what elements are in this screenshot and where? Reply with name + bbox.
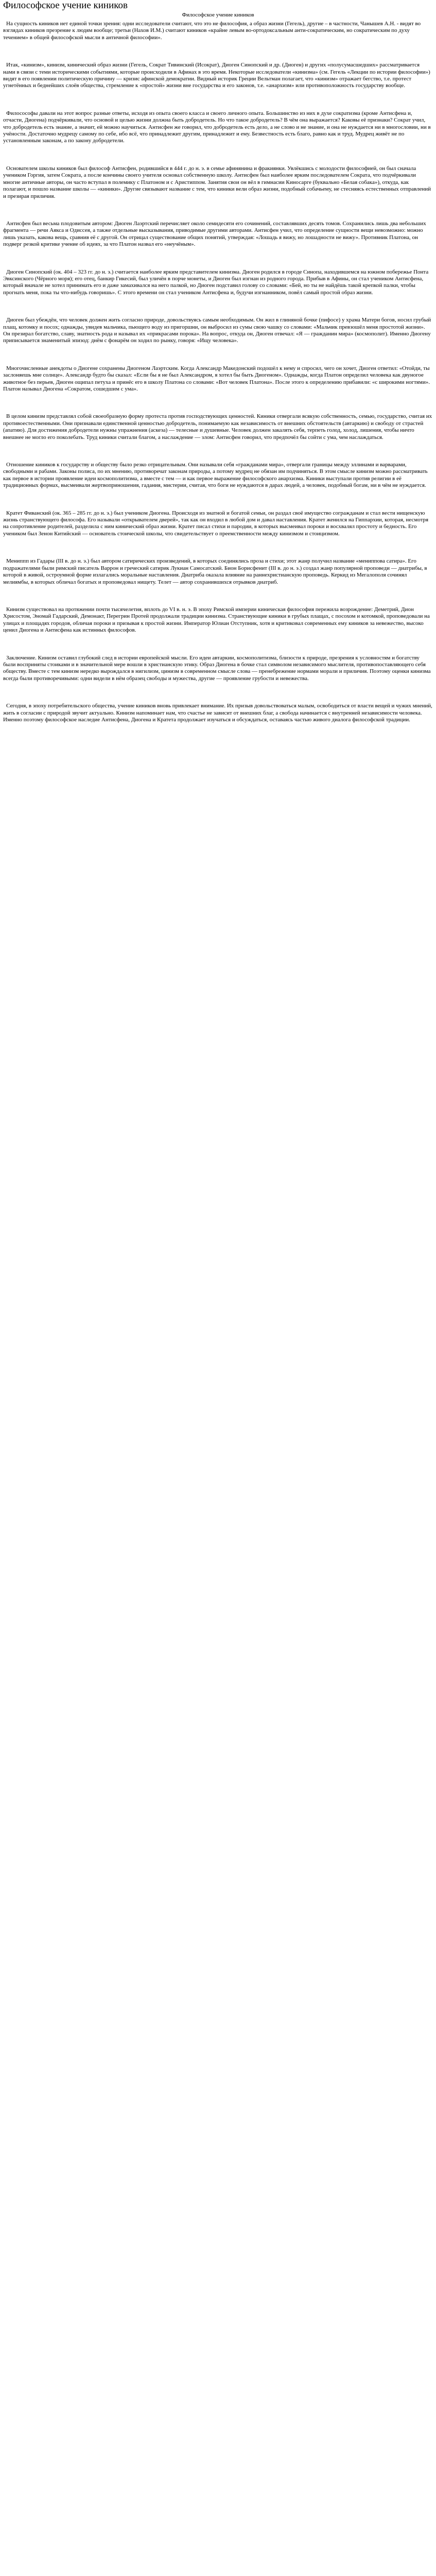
paragraph: Мениппп из Гадары (III в. до н. э.) был автором сатирических произведений, в которых соединялись проза и стихи; этот жанр получил название «мениппова сатира». Его подражателями были римский писатель Варрон и греческий сатирик Лукиан Самосатский. Бион Борисфенит (III в. до н. э.) создал жанр популярной проповеди — диатрибы, в которой в живой, остроумной форме излагались моральные наставления. Диатриба оказала влияние на раннехристианскую проповедь. Керкид из Мегалополя сочинял мелиямбы, в которых обличал богатых и проповедовал нищету. Телет — автор сохранившихся отрывков диатриб. [3, 558, 427, 585]
page-subtitle: Философское учение киников [182, 12, 254, 18]
paragraph: На сущность киников нет единой точки зрения: одни исследователи считают, что это не философия, а образ жизни (Гегель), другие – в частности, Чанышев А.Н. - видят во взглядах киников презрение к людям вообще; третьи (Нахов И.М.) считают киников «крайне левым во-ортодоксальным анти-сократическим, но сократическим по духу течением» в общей философской мысли в античной философии». [3, 21, 421, 41]
paragraph: Кинизм существовал на протяжении почти тысячелетия, вплоть до VI в. н. э. В эпоху Римской империи киническая философия пережила возрождение: Деметрий, Дион Хрисостом, Эномай Гадарский, Демонакт, Перегрин Протей продолжали традиции кинизма. Странствующие киники в грубых плащах, с посохом и котомкой, проповедовали на улицах и площадях городов, обличая пороки и призывая к простой жизни. Император Юлиан Отступник, хотя и критиковал современных ему киников за невежество, высоко ценил Диогена и Антисфена как истинных философов. [3, 606, 430, 634]
paragraph: Диоген был убеждён, что человек должен жить согласно природе, довольствуясь самым необходимым. Он жил в глиняной бочке (пифосе) у храма Матери богов, носил грубый плащ, котомку и посох; однажды, увидев мальчика, пьющего воду из пригоршни, он выбросил из сумы свою чашку со словами: «Мальчик превзошёл меня простотой жизни». Он презирал богатство, славу, знатность рода и называл их «прикрасами порока». На вопрос, откуда он, Диоген отвечал: «Я — гражданин мира» (космополит). Именно Диогену приписывается знаменитый эпизод: днём с фонарём он ходил по рынку, говоря: «Ищу человека». [3, 317, 431, 344]
paragraph: Антисфен был весьма плодовитым автором: Диоген Лаэртский перечисляет около семидесяти его сочинений, составлявших десять томов. Сохранились лишь два небольших фрагмента — речи Аякса и Одиссея, а также отдельные высказывания, приводимые другими авторами. Антисфен учил, что определение сущности вещи невозможно: можно лишь указать, какова вещь, сравнив её с другой. Он отрицал существование общих понятий, утверждая: «Лошадь я вижу, но лошадности не вижу». Противник Платона, он подверг резкой критике учение об идеях, за что Платон назвал его «неучёным». [3, 220, 426, 248]
paragraph: Итак, «кинизм», кинизм, кинический образ жизни (Гегель, Сократ Тивинский (Исократ), Диоген Синопский и др. (Диоген) и других «полусумасшедших» рассматривается нами в связи с теми историческими событиями, которые происходили в Афинах в это время. Некоторые исследователи «кинизма» (см. Гегель «Лекции по истории философии») видят в его появлении политическую причину — кризис афинской демократии. Видный историк Греции Вельтман полагает, что «кинизм» отражает бегство, т.е. протест угнетённых и беднейших слоёв общества, стремление к «простой» жизни вне государства и его законов, т.е. «анархизм» или противоположность государству вообще. [3, 62, 430, 89]
paragraph: Сегодня, в эпоху потребительского общества, учение киников вновь привлекает внимание. Их призыв довольствоваться малым, освободиться от власти вещей и чужих мнений, жить в согласии с природой звучит актуально. Кинизм напоминает нам, что счастье не зависит от внешних благ, а свобода начинается с внутренней независимости человека. Именно поэтому философское наследие Антисфена, Диогена и Кратета продолжает изучаться и обсуждаться, оставаясь частью живого диалога философской традиции. [3, 703, 432, 723]
paragraph: Диоген Синопский (ок. 404 – 323 гг. до н. э.) считается наиболее ярким представителем кинизма. Диоген родился в городе Синопа, находившемся на южном побережье Понта Эвксинского (Чёрного моря); его отец, банкир Гикесий, был уличён в порче монеты, и Диоген был изгнан из родного города. Прибыв в Афины, он стал учеником Антисфена, который вначале не хотел принимать его и даже замахивался на него палкой, но Диоген подставил голову со словами: «Бей, но ты не найдёшь такой крепкой палки, чтобы прогнать меня, пока ты что-нибудь говоришь». С этого времени он стал учеником Антисфена и, будучи изгнанником, повёл самый простой образ жизни. [3, 268, 429, 296]
paragraph: В целом кинизм представлял собой своеобразную форму протеста против господствующих ценностей. Киники отвергали всякую собственность, семью, государство, считая их противоестественными. Они признавали единственной ценностью добродетель, понимаемую как независимость от внешних обстоятельств (автаркию) и свободу от страстей (апатию). Для достижения добродетели нужны упражнения (аскеза) — телесные и душевные. Человек должен закалять себя, терпеть голод, холод, лишения, чтобы ничто внешнее не могло его поколебать. Труд киники считали благом, а наслаждение — злом: Антисфен говорил, что предпочёл бы сойти с ума, чем наслаждаться. [3, 413, 432, 440]
article-body [3, 21, 433, 723]
paragraph: Кратет Фиванский (ок. 365 – 285 гг. до н. э.) был учеником Диогена. Происходя из знатной и богатой семьи, он раздал своё имущество согражданам и стал вести нищенскую жизнь странствующего философа. Его называли «открывателем дверей», так как он входил в любой дом и давал наставления. Кратет женился на Гиппархии, которая, несмотря на сопротивление родителей, разделила с ним кинический образ жизни. Кратет писал стихи и пародии, в которых высмеивал пороки и восхвалял простоту и бедность. Его учеником был Зенон Китийский — основатель стоической школы, что свидетельствует о преемственности между кинизмом и стоицизмом. [3, 510, 429, 537]
paragraph: Отношение киников к государству и обществу было резко отрицательным. Они называли себя «гражданами мира», отвергали границы между эллинами и варварами, свободными и рабами. Законы полиса, по их мнению, противоречат законам природы, а потому мудрец не обязан им подчиняться. В этом смысле кинизм можно рассматривать как первое в истории проявление идеи космополитизма, а вместе с тем — и как первое выражение философского анархизма. Киники выступали против религии в её традиционных формах, высмеивали жертвоприношения, гадания, мистерии, считая, что боги не нуждаются в дарах людей, а человек, подобный богам, ни в чём не нуждается. [3, 462, 428, 489]
paragraph: Филосософы давали на этот вопрос разные ответы, исходя из опыта своего класса и своего личного опыта. Большинство из них в духе сократизма (кроме Антисфена и, отчасти, Диогена) подчёркивали, что основой и целью жизни должна быть добродетель. Но что такое добродетель? В чём она выражается? Каковы её признаки? Сократ учил, что добродетель есть знание, а значит, ей можно научиться. Антисфен же говорил, что добродетель есть дело, а не слово и не знание, и она не нуждается ни в многословии, ни в учёности. Достаточно мудрецу самому по себе, ибо всё, что принадлежит другим, принадлежит и ему. Безвестность есть благо, равно как и труд. Мудрец живёт не по установленным законам, а по закону добродетели. [3, 110, 431, 144]
paragraph: Основателем школы киников был философ Антисфен, родившийся в 444 г. до н. э. в семье афинянина и фракиянки. Увлёкшись с молодости философией, он был сначала учеником Горгия, затем Сократа, а после кончины своего учителя основал собственную школу. Антисфен был наиболее ярким последователем Сократа, что подчёркивали многие античные авторы, он часто вступал в полемику с Платоном и с Аристиппом. Занятия свои он вёл в гимнасии Киносарге (буквально «Белая собака»), откуда, как полагают, и пошло название школы — «киники». Другие связывают название с тем, что киники вели образ жизни, подобный собачьему, не стесняясь естественных отправлений и презирая приличия. [3, 165, 431, 199]
paragraph: Заключение. Кинизм оставил глубокий след в истории европейской мысли. Его идеи автаркии, космополитизма, близости к природе, презрения к условностям и богатству были восприняты стоиками и в значительной мере вошли в христианскую этику. Образ Диогена в бочке стал символом независимого мыслителя, противопоставляющего себя обществу. Вместе с тем кинизм нередко вырождался в нигилизм, цинизм в современном смысле слова — пренебрежение нормами морали и приличия. Поэтому оценки кинизма всегда были противоречивыми: одни видели в нём образец свободы и мужества, другие — проявление грубости и невежества. [3, 654, 431, 682]
paragraph: Многочисленные анекдоты о Диогене сохранены Диогеном Лаэртским. Когда Александр Македонский подошёл к нему и спросил, чего он хочет, Диоген ответил: «Отойди, ты заслоняешь мне солнце». Александр будто бы сказал: «Если бы я не был Александром, я хотел бы быть Диогеном». Однажды, когда Платон определил человека как двуногое животное без перьев, Диоген ощипал петуха и принёс его в школу Платона со словами: «Вот человек Платона». После этого к определению прибавили: «с широкими ногтями». Платон называл Диогена «Сократом, сошедшим с ума». [3, 365, 430, 392]
page-title: Философское учение киников [3, 0, 128, 11]
